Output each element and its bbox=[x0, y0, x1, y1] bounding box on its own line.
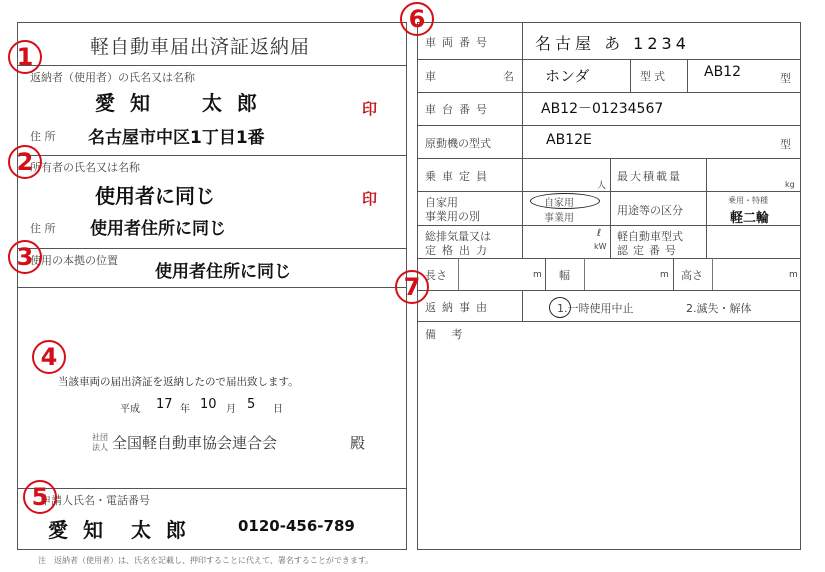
displacement-unit-1: ℓ bbox=[597, 228, 602, 239]
divider bbox=[522, 22, 523, 258]
plate-value: 名古屋 あ 1234 bbox=[535, 34, 690, 53]
owner-name: 使用者に同じ bbox=[95, 184, 215, 208]
capacity-unit: 人 bbox=[597, 181, 607, 191]
marker-7: 7 bbox=[395, 270, 429, 304]
model-suffix: 型 bbox=[780, 72, 791, 85]
applicant-name: 愛 知 太 郎 bbox=[48, 518, 190, 542]
divider bbox=[522, 290, 523, 321]
engine-suffix: 型 bbox=[780, 138, 791, 151]
capacity-label: 乗車定員 bbox=[425, 170, 493, 183]
owner-label: 所有者の氏名又は名称 bbox=[30, 161, 140, 174]
organization-name: 全国軽自動車協会連合会 bbox=[112, 434, 278, 452]
divider bbox=[417, 258, 800, 259]
make-label-2: 名 bbox=[503, 70, 514, 83]
owner-seal: 印 bbox=[362, 190, 378, 208]
divider bbox=[545, 258, 546, 290]
plate-label: 車両番号 bbox=[425, 36, 493, 49]
declaration-month-unit: 月 bbox=[226, 404, 236, 415]
returner-name: 愛 知 太 郎 bbox=[95, 91, 261, 115]
declaration-era: 平成 bbox=[120, 404, 140, 415]
reason-1: 1.一時使用中止 bbox=[557, 302, 634, 315]
base-value: 使用者住所に同じ bbox=[155, 262, 291, 282]
divider bbox=[417, 158, 800, 159]
model-value: AB12 bbox=[704, 64, 741, 80]
divider bbox=[17, 155, 406, 156]
length-label: 長さ bbox=[425, 269, 447, 282]
declaration-day-unit: 日 bbox=[273, 404, 283, 415]
reason-2: 2.滅失・解体 bbox=[686, 302, 752, 315]
divider bbox=[673, 258, 674, 290]
divider bbox=[417, 290, 800, 291]
chassis-value: AB12－01234567 bbox=[541, 101, 664, 117]
marker-3: 3 bbox=[8, 240, 42, 274]
width-label: 幅 bbox=[559, 269, 570, 282]
divider bbox=[17, 248, 406, 249]
declaration-year: 17 bbox=[156, 397, 173, 412]
displacement-label-1: 総排気量又は bbox=[425, 230, 491, 243]
max-load-label: 最大積載量 bbox=[617, 170, 682, 183]
divider bbox=[687, 59, 688, 92]
max-load-unit: kg bbox=[785, 180, 795, 189]
divider bbox=[458, 258, 459, 290]
marker-4: 4 bbox=[32, 340, 66, 374]
use-option-1: 自家用 bbox=[544, 198, 574, 209]
make-value: ホンダ bbox=[545, 67, 590, 85]
owner-address-label: 住 所 bbox=[30, 222, 56, 235]
divider bbox=[417, 125, 800, 126]
divider bbox=[712, 258, 713, 290]
declaration-month: 10 bbox=[200, 397, 217, 412]
divider bbox=[417, 59, 800, 60]
declaration-statement: 当該車両の届出済証を返納したので届出致します。 bbox=[58, 376, 299, 388]
form-title: 軽自動車届出済証返納届 bbox=[90, 36, 311, 58]
applicant-label: 申請人氏名・電話番号 bbox=[40, 494, 150, 507]
base-label: 使用の本拠の位置 bbox=[30, 254, 118, 267]
chassis-label: 車台番号 bbox=[425, 103, 493, 116]
type-approval-label-2: 認定番号 bbox=[617, 244, 681, 257]
engine-value: AB12E bbox=[546, 132, 592, 148]
returner-address-label: 住 所 bbox=[30, 130, 56, 143]
divider bbox=[17, 65, 406, 66]
remarks-label: 備 考 bbox=[425, 328, 469, 341]
divider bbox=[630, 59, 631, 92]
divider bbox=[417, 92, 800, 93]
divider bbox=[417, 191, 800, 192]
returner-label: 返納者（使用者）の氏名又は名称 bbox=[30, 71, 195, 84]
marker-1: 1 bbox=[8, 40, 42, 74]
use-label-2: 事業用の別 bbox=[425, 210, 480, 223]
displacement-label-2: 定格出力 bbox=[425, 244, 493, 257]
purpose-small: 乗用・特種 bbox=[728, 196, 768, 205]
displacement-unit-2: kW bbox=[594, 242, 607, 251]
returner-seal: 印 bbox=[362, 100, 378, 118]
type-approval-label-1: 軽自動車型式 bbox=[617, 230, 683, 243]
footer-note: 注 返納者（使用者）は、氏名を記載し、押印することに代えて、署名することができます。 bbox=[38, 556, 374, 565]
org-prefix-2: 法人 bbox=[92, 443, 108, 452]
engine-label: 原動機の型式 bbox=[425, 137, 491, 150]
divider bbox=[584, 258, 585, 290]
divider bbox=[17, 287, 406, 288]
divider bbox=[706, 158, 707, 258]
height-label: 高さ bbox=[681, 269, 703, 282]
make-label-1: 車 bbox=[425, 70, 436, 83]
marker-2: 2 bbox=[8, 145, 42, 179]
divider bbox=[17, 488, 406, 489]
length-unit: m bbox=[533, 270, 542, 280]
divider bbox=[417, 321, 800, 322]
reason-label: 返納事由 bbox=[425, 301, 493, 314]
divider bbox=[610, 158, 611, 258]
marker-5: 5 bbox=[23, 480, 57, 514]
height-unit: m bbox=[789, 270, 798, 280]
owner-address: 使用者住所に同じ bbox=[90, 219, 226, 239]
declaration-year-unit: 年 bbox=[180, 404, 190, 415]
organization-honorific: 殿 bbox=[350, 434, 366, 452]
use-option-2: 事業用 bbox=[544, 213, 574, 224]
declaration-day: 5 bbox=[247, 397, 256, 412]
applicant-phone: 0120-456-789 bbox=[238, 517, 355, 535]
width-unit: m bbox=[660, 270, 669, 280]
returner-address: 名古屋市中区1丁目1番 bbox=[88, 128, 265, 148]
model-label: 型式 bbox=[640, 70, 668, 83]
marker-6: 6 bbox=[400, 2, 434, 36]
org-prefix-1: 社団 bbox=[92, 433, 108, 442]
purpose-label: 用途等の区分 bbox=[617, 204, 683, 217]
use-label-1: 自家用 bbox=[425, 196, 458, 209]
purpose-value: 軽二輪 bbox=[730, 211, 770, 226]
